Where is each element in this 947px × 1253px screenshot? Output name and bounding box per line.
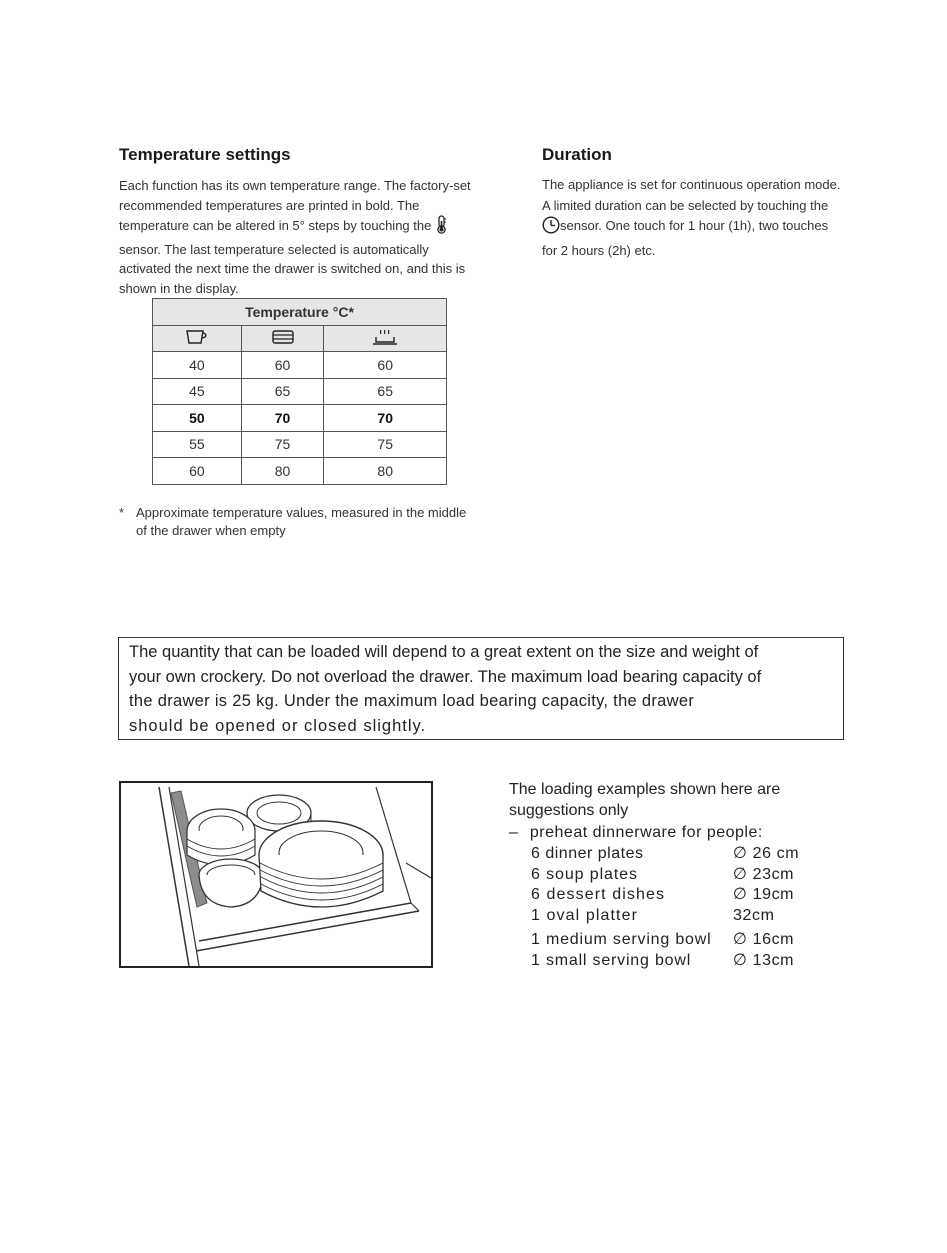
cup-icon — [153, 326, 242, 352]
temp-cell: 45 — [153, 378, 242, 405]
temp-cell: 60 — [324, 352, 447, 379]
temp-cell: 75 — [241, 431, 324, 458]
temperature-table — [152, 298, 447, 485]
temp-cell: 80 — [241, 458, 324, 485]
temp-cell-recommended: 70 — [241, 405, 324, 432]
temp-cell: 60 — [241, 352, 324, 379]
dinnerware-item: 1 oval platter — [531, 906, 639, 924]
temp-cell: 65 — [241, 378, 324, 405]
temperature-description-line: sensor. The last temperature selected is automatically — [119, 241, 429, 257]
notice-line: The quantity that can be loaded will depend to a great extent on the size and weight of — [129, 643, 759, 661]
temperature-description — [119, 176, 471, 299]
duration-line: The appliance is set for continuous operation mode. — [542, 177, 841, 192]
drawer-loaded-with-dishes-illustration — [119, 781, 433, 968]
loading-intro — [509, 780, 780, 821]
temperature-description-line: Each function has its own temperature range. The factory-set — [119, 178, 471, 193]
temp-cell: 75 — [324, 431, 447, 458]
duration-description — [542, 175, 840, 261]
temp-cell: 40 — [153, 352, 242, 379]
footnote-marker: * — [119, 505, 125, 520]
loading-intro-line: The loading examples shown here are — [509, 781, 781, 798]
list-dash: – — [509, 824, 518, 841]
dinnerware-item: 1 small serving bowl — [531, 951, 692, 969]
temp-cell: 80 — [324, 458, 447, 485]
dinnerware-item: 6 dessert dishes — [531, 886, 666, 903]
dinnerware-item: 1 medium serving bowl — [531, 931, 712, 948]
dinnerware-size: ∅ 13cm — [733, 951, 795, 969]
dinnerware-size: ∅ 16cm — [733, 931, 795, 948]
footnote-line: of the drawer when empty — [136, 523, 286, 538]
temp-cell: 60 — [153, 458, 242, 485]
dinnerware-size: ∅ 19cm — [733, 886, 795, 903]
load-capacity-notice — [118, 637, 844, 740]
dinnerware-names — [531, 844, 711, 971]
duration-line: A limited duration can be selected by touching the — [542, 197, 829, 213]
temperature-description-line: shown in the display. — [119, 280, 239, 296]
notice-line: the drawer is 25 kg. Under the maximum load bearing capacity, the drawer — [129, 692, 695, 710]
dinnerware-sizes — [733, 844, 799, 971]
temperature-description-line: temperature can be altered in 5° steps by touching the — [119, 218, 432, 234]
temp-cell-recommended: 50 — [153, 405, 242, 432]
dinnerware-size: ∅ 26 cm — [733, 845, 800, 862]
temperature-description-line: activated the next time the drawer is switched on, and this is — [119, 261, 466, 277]
dinnerware-size: 32cm — [733, 906, 775, 924]
heated-dish-icon — [324, 326, 447, 352]
temp-cell: 55 — [153, 431, 242, 458]
list-heading-text: preheat dinnerware for people: — [529, 824, 763, 841]
dinnerware-size: ∅ 23cm — [733, 865, 795, 883]
footnote-line: Approximate temperature values, measured in the middle — [136, 505, 467, 520]
temperature-table-header: Temperature °C* — [153, 299, 447, 326]
dinnerware-item: 6 soup plates — [531, 865, 638, 883]
temperature-description-line: recommended temperatures are printed in bold. The — [119, 197, 420, 213]
notice-line: your own crockery. Do not overload the drawer. The maximum load bearing capacity of — [129, 667, 762, 686]
temp-cell: 65 — [324, 378, 447, 405]
temperature-heading: Temperature settings — [119, 145, 291, 164]
duration-line: sensor. One touch for 1 hour (1h), two touches — [560, 218, 829, 233]
dinnerware-item: 6 dinner plates — [531, 845, 644, 862]
duration-heading: Duration — [542, 145, 612, 164]
loading-list-heading — [509, 823, 763, 844]
duration-line: for 2 hours (2h) etc. — [542, 242, 656, 258]
loading-intro-line: suggestions only — [509, 801, 629, 819]
notice-line: should be opened or closed slightly. — [129, 716, 427, 735]
footnote — [119, 504, 466, 540]
temp-cell-recommended: 70 — [324, 405, 447, 432]
clock-icon — [542, 216, 560, 241]
plate-stack-icon — [241, 326, 324, 352]
thermometer-icon — [435, 215, 448, 240]
